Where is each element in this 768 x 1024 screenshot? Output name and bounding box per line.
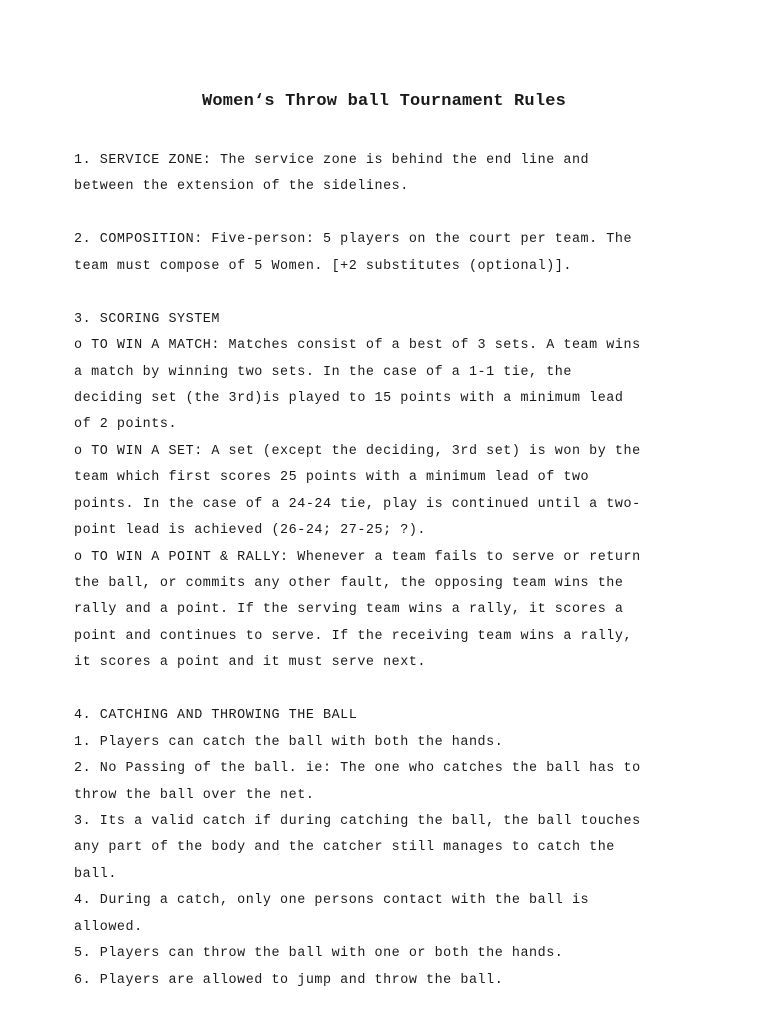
section-3-line: team which first scores 25 points with a minimum lead of two: [74, 470, 590, 486]
section-4-line: 3. Its a valid catch if during catching the ball, the ball touches: [74, 813, 641, 829]
document-title: Women‘s Throw ball Tournament Rules: [201, 92, 567, 111]
document-body: [74, 148, 714, 994]
section-4-line: 5. Players can throw the ball with one or both the hands.: [74, 946, 564, 962]
section-3-line: point lead is achieved (26-24; 27-25; ?).: [74, 523, 427, 539]
section-3-line: the ball, or commits any other fault, the opposing team wins the: [74, 576, 624, 591]
section-4-line: throw the ball over the net.: [74, 787, 315, 803]
section-4-line: 4. During a catch, only one persons contact with the ball is: [74, 893, 590, 909]
section-3-line: point and continues to serve. If the receiving team wins a rally,: [74, 628, 633, 644]
section-3-line: points. In the case of a 24-24 tie, play is continued until a two-: [74, 496, 641, 512]
section-3-heading: 3. SCORING SYSTEM: [74, 311, 220, 327]
section-3-line: deciding set (the 3rd)is played to 15 points with a minimum lead: [74, 390, 624, 406]
section-4-line: allowed.: [74, 919, 143, 935]
paragraph-gap: [74, 677, 714, 703]
section-3-line: rally and a point. If the serving team wins a rally, it scores a: [74, 602, 624, 618]
paragraph-gap: [74, 280, 714, 306]
section-1-line: 1. SERVICE ZONE: The service zone is behind the end line and: [74, 153, 590, 168]
section-3-line: of 2 points.: [74, 417, 178, 433]
section-2-line: team must compose of 5 Women. [+2 substitutes (optional)].: [74, 258, 572, 274]
section-3-line: o TO WIN A POINT & RALLY: Whenever a team fails to serve or return: [74, 549, 641, 565]
section-3-line: o TO WIN A MATCH: Matches consist of a best of 3 sets. A team wins: [74, 338, 641, 354]
section-3-line: o TO WIN A SET: A set (except the deciding, 3rd set) is won by the: [74, 443, 641, 459]
section-4-line: 2. No Passing of the ball. ie: The one who catches the ball has to: [74, 761, 641, 777]
section-4-line: any part of the body and the catcher still manages to catch the: [74, 840, 615, 856]
paragraph-gap: [74, 201, 714, 227]
section-1-line: between the extension of the sidelines.: [74, 179, 409, 195]
section-4-line: 6. Players are allowed to jump and throw the ball.: [74, 972, 504, 988]
section-4-line: 1. Players can catch the ball with both the hands.: [74, 734, 504, 750]
section-3-line: a match by winning two sets. In the case of a 1-1 tie, the: [74, 364, 572, 380]
section-3-line: it scores a point and it must serve next.: [74, 655, 427, 671]
section-4-line: ball.: [74, 866, 117, 882]
section-4-heading: 4. CATCHING AND THROWING THE BALL: [74, 708, 358, 724]
section-2-line: 2. COMPOSITION: Five-person: 5 players on the court per team. The: [74, 232, 633, 248]
